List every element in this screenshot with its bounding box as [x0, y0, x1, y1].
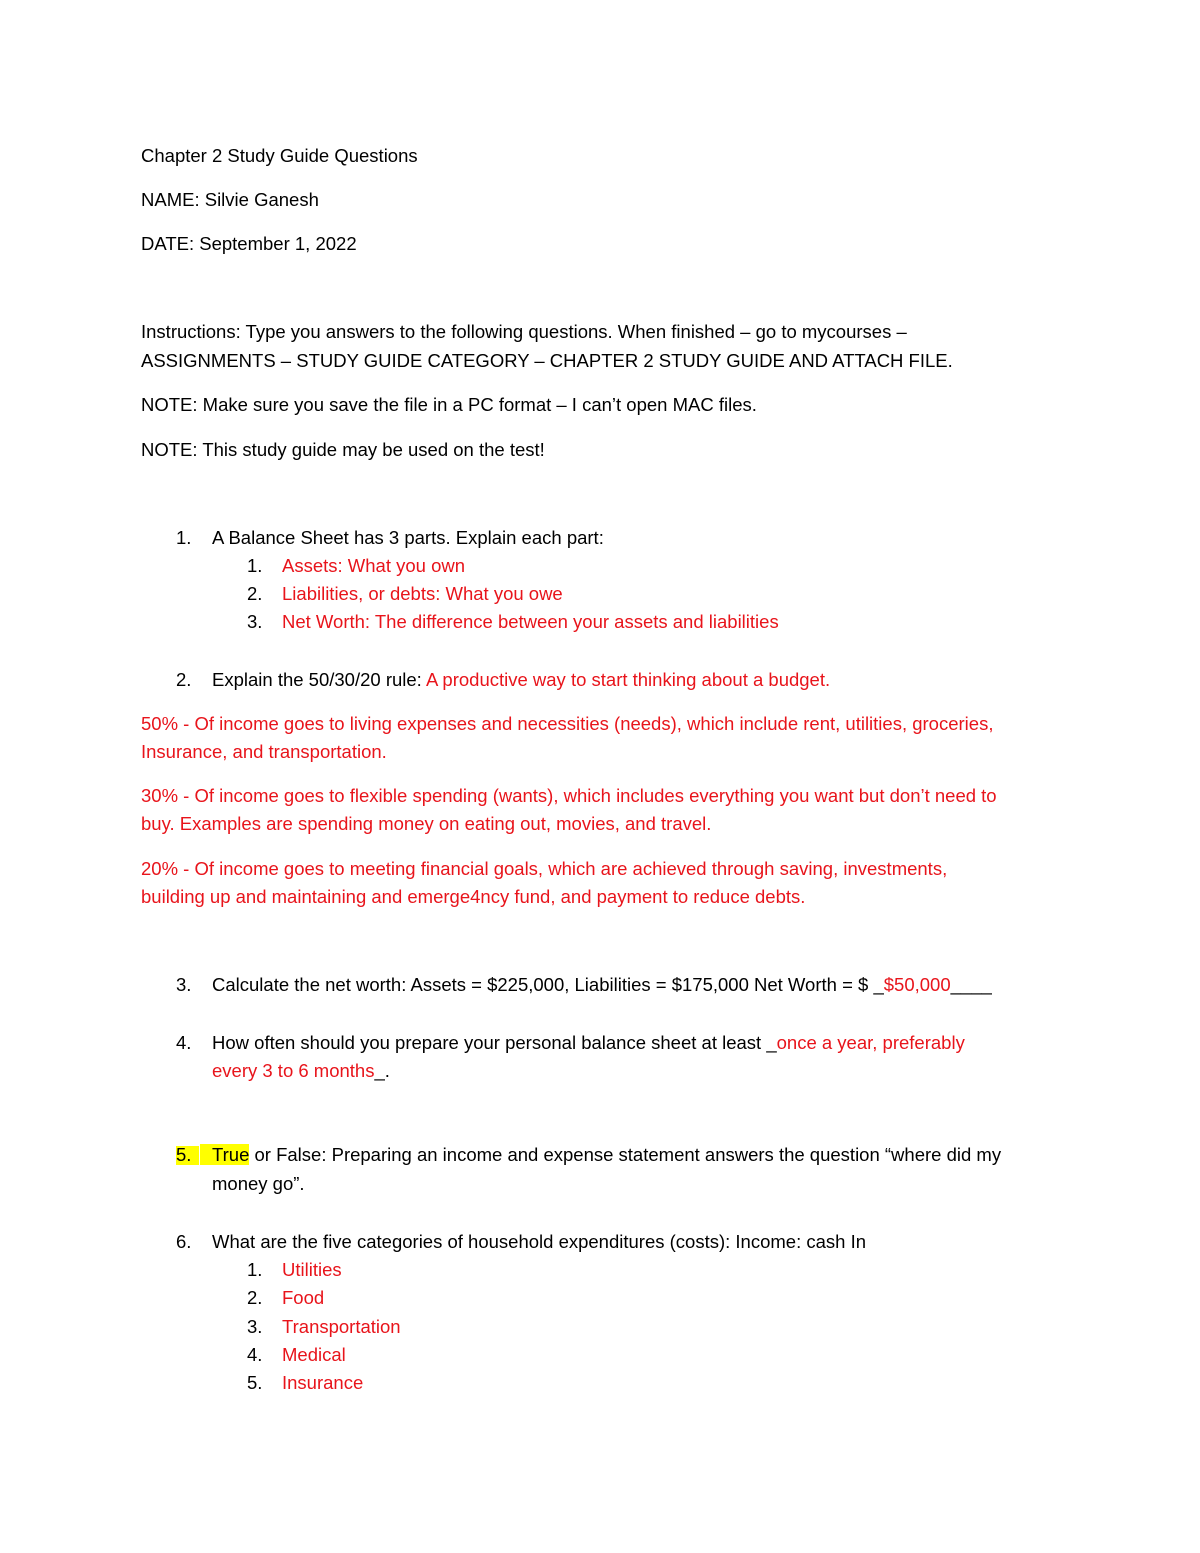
answer-assets: Assets: What you own — [282, 555, 466, 576]
answer-liabilities: Liabilities, or debts: What you owe — [282, 583, 563, 604]
question-3-label: Calculate the net worth: Assets = $225,000, Liabilities = $175,000 Net Worth = $ _ — [212, 974, 884, 995]
answer-utilities: Utilities — [282, 1259, 342, 1280]
document-title: Chapter 2 Study Guide Questions — [141, 145, 418, 166]
note-pc-format: NOTE: Make sure you save the file in a PC format – I can’t open MAC files. — [141, 394, 757, 415]
answer-number: 3. — [247, 611, 263, 632]
question-number: 4. — [176, 1032, 192, 1053]
question-5-text — [200, 1146, 1001, 1165]
answer-medical: Medical — [282, 1344, 346, 1365]
question-1-text: A Balance Sheet has 3 parts. Explain each part: — [212, 527, 604, 548]
rule-50-line-2: Insurance, and transportation. — [141, 741, 387, 762]
answer-number: 2. — [247, 1287, 263, 1308]
rule-20-line-2: building up and maintaining and emerge4ncy fund, and payment to reduce debts. — [141, 886, 806, 907]
question-3-answer: $50,000 — [883, 974, 951, 995]
name-line: NAME: Silvie Ganesh — [141, 189, 319, 210]
question-4-text-line-2 — [212, 1062, 390, 1081]
question-2-answer: A productive way to start thinking about a budget. — [425, 669, 831, 690]
question-2-text — [212, 671, 830, 690]
question-3-text — [212, 976, 992, 995]
question-4-answer-line-2: every 3 to 6 months — [212, 1060, 375, 1081]
question-5-label: or False: Preparing an income and expense statement answers the question “where did my — [249, 1144, 1002, 1165]
instructions-line-1: Instructions: Type you answers to the following questions. When finished – go to mycourses – — [141, 321, 907, 342]
question-5-true-highlight: True — [200, 1144, 249, 1165]
answer-number: 4. — [247, 1344, 263, 1365]
date-line: DATE: September 1, 2022 — [141, 233, 357, 254]
question-3-blank: ____ — [950, 974, 992, 995]
answer-number: 1. — [247, 555, 263, 576]
question-6-text: What are the five categories of household expenditures (costs): Income: cash In — [212, 1231, 867, 1252]
answer-number: 3. — [247, 1316, 263, 1337]
answer-net-worth: Net Worth: The difference between your assets and liabilities — [282, 611, 779, 632]
question-number: 2. — [176, 669, 192, 690]
answer-number: 2. — [247, 583, 263, 604]
rule-50-line-1: 50% - Of income goes to living expenses and necessities (needs), which include rent, utilities, groceries, — [141, 713, 994, 734]
question-number: 6. — [176, 1231, 192, 1252]
answer-transportation: Transportation — [282, 1316, 401, 1337]
question-number: 1. — [176, 527, 192, 548]
answer-food: Food — [282, 1287, 325, 1308]
question-4-text — [212, 1034, 965, 1053]
rule-30-line-2: buy. Examples are spending money on eating out, movies, and travel. — [141, 813, 712, 834]
instructions-line-2: ASSIGNMENTS – STUDY GUIDE CATEGORY – CHAPTER 2 STUDY GUIDE AND ATTACH FILE. — [141, 350, 953, 371]
question-number: 5. — [176, 1146, 199, 1165]
question-number: 3. — [176, 974, 192, 995]
rule-20-line-1: 20% - Of income goes to meeting financial goals, which are achieved through saving, investments, — [141, 858, 948, 879]
question-5-text-line-2: money go”. — [212, 1173, 305, 1194]
answer-number: 1. — [247, 1259, 263, 1280]
note-test: NOTE: This study guide may be used on the test! — [141, 439, 545, 460]
question-4-answer-line-1: once a year, preferably — [776, 1032, 965, 1053]
answer-number: 5. — [247, 1372, 263, 1393]
question-2-label: Explain the 50/30/20 rule: — [212, 669, 422, 690]
rule-30-line-1: 30% - Of income goes to flexible spending (wants), which includes everything you want but don’t need to — [141, 785, 997, 806]
answer-insurance: Insurance — [282, 1372, 364, 1393]
question-4-blank: _. — [374, 1060, 390, 1081]
question-4-label: How often should you prepare your personal balance sheet at least _ — [212, 1032, 777, 1053]
